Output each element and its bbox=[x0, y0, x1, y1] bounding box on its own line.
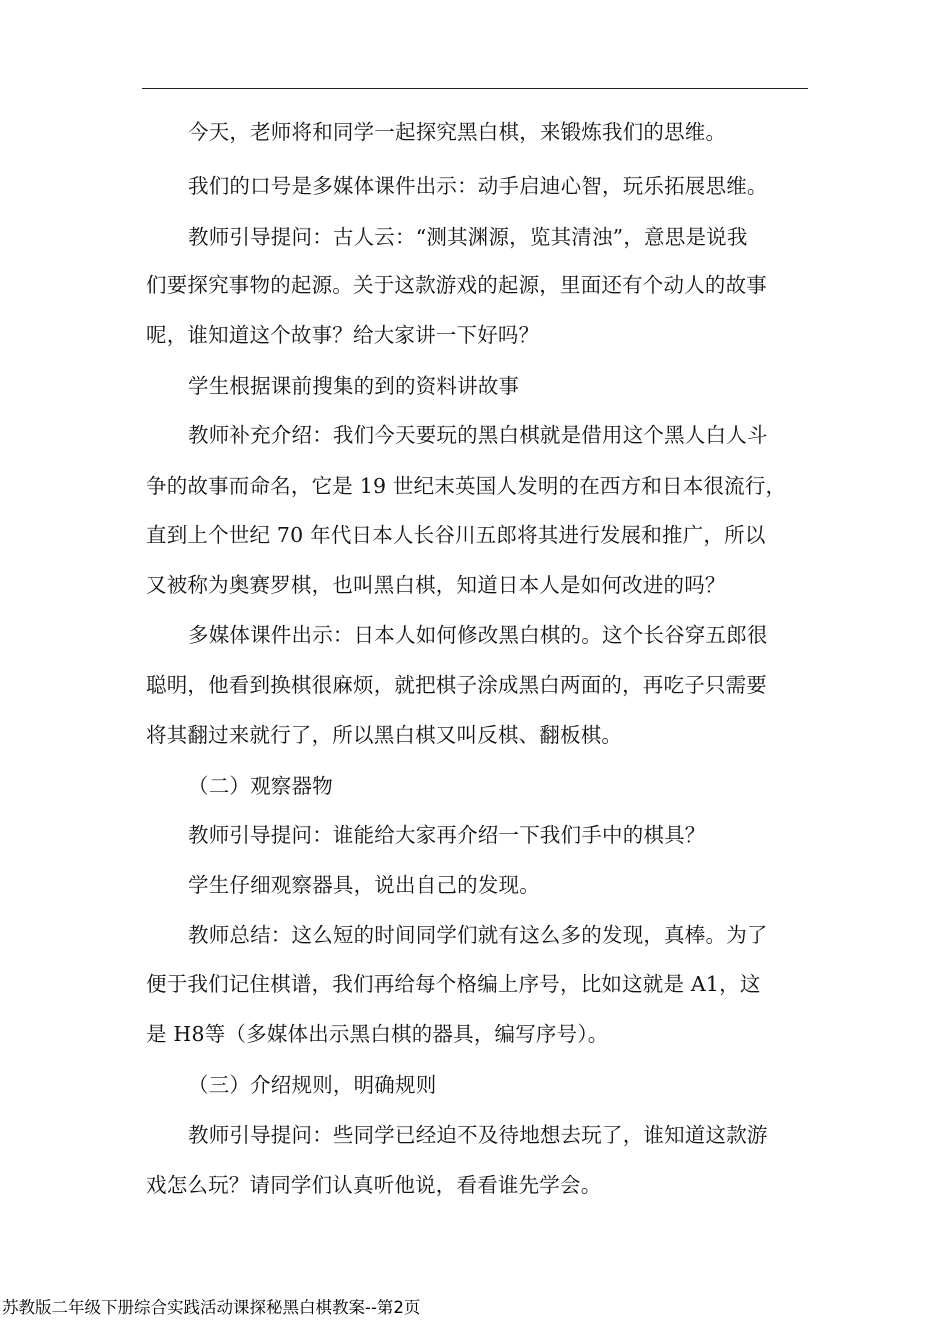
paragraph-line: 又被称为奥赛罗棋，也叫黑白棋，知道日本人是如何改进的吗？ bbox=[146, 573, 726, 597]
header-rule bbox=[142, 88, 808, 89]
paragraph-line: 是 H8等（多媒体出示黑白棋的器具，编写序号）。 bbox=[146, 1022, 609, 1046]
section-heading: （二）观察器物 bbox=[188, 774, 333, 798]
paragraph-line: 教师引导提问：些同学已经迫不及待地想去玩了，谁知道这款游 bbox=[188, 1123, 768, 1147]
paragraph-line: 学生根据课前搜集的到的资料讲故事 bbox=[188, 374, 520, 398]
paragraph-line: 呢，谁知道这个故事？给大家讲一下好吗？ bbox=[146, 323, 540, 347]
page-footer: 苏教版二年级下册综合实践活动课探秘黑白棋教案--第2页 bbox=[2, 1298, 421, 1317]
paragraph-line: 将其翻过来就行了，所以黑白棋又叫反棋、翻板棋。 bbox=[146, 723, 623, 747]
paragraph-line: 便于我们记住棋谱，我们再给每个格编上序号，比如这就是 A1，这 bbox=[146, 972, 761, 996]
paragraph-line: 学生仔细观察器具，说出自己的发现。 bbox=[188, 873, 540, 897]
paragraph-line: 教师补充介绍：我们今天要玩的黑白棋就是借用这个黑人白人斗 bbox=[188, 423, 768, 447]
paragraph-line: 教师引导提问：古人云：“测其渊源，览其清浊”，意思是说我 bbox=[188, 225, 748, 249]
section-heading: （三）介绍规则，明确规则 bbox=[188, 1073, 437, 1097]
paragraph-line: 教师总结：这么短的时间同学们就有这么多的发现，真棒。为了 bbox=[188, 923, 768, 947]
paragraph-line: 教师引导提问：谁能给大家再介绍一下我们手中的棋具？ bbox=[188, 823, 706, 847]
paragraph-line: 们要探究事物的起源。关于这款游戏的起源，里面还有个动人的故事 bbox=[146, 273, 767, 297]
paragraph-line: 多媒体课件出示：日本人如何修改黑白棋的。这个长谷穿五郎很 bbox=[188, 623, 768, 647]
paragraph-line: 聪明，他看到换棋很麻烦，就把棋子涂成黑白两面的，再吃子只需要 bbox=[146, 673, 767, 697]
paragraph-line: 我们的口号是多媒体课件出示：动手启迪心智，玩乐拓展思维。 bbox=[188, 174, 768, 198]
paragraph-line: 直到上个世纪 70 年代日本人长谷川五郎将其进行发展和推广，所以 bbox=[146, 523, 766, 547]
paragraph-line: 戏怎么玩？请同学们认真听他说，看看谁先学会。 bbox=[146, 1173, 602, 1197]
paragraph-line: 今天，老师将和同学一起探究黑白棋，来锻炼我们的思维。 bbox=[188, 120, 727, 144]
paragraph-line: 争的故事而命名，它是 19 世纪末英国人发明的在西方和日本很流行， bbox=[146, 474, 787, 498]
